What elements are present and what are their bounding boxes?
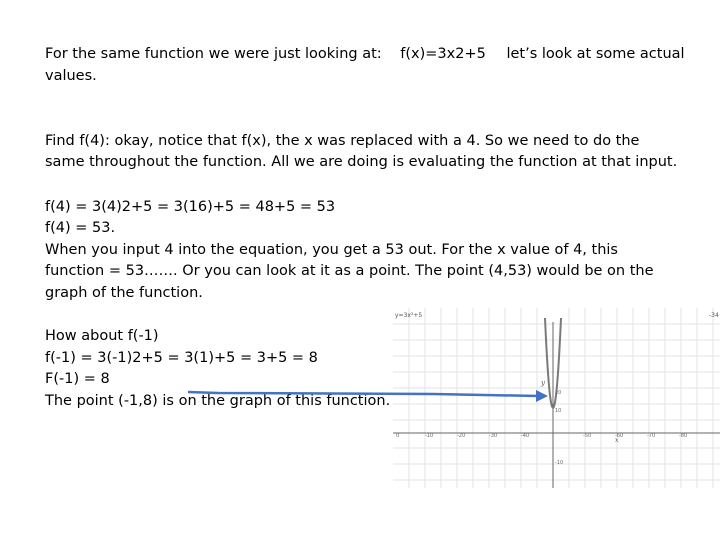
x-tick-label: -50 xyxy=(583,433,592,439)
x-tick-label: -60 xyxy=(615,433,624,439)
x-axis-label: x xyxy=(615,437,619,444)
calcneg1-line-4: The point (-1,8) is on the graph of this function. xyxy=(45,393,391,409)
x-tick-label: -10 xyxy=(425,433,434,439)
intro-text-a: For the same function we were just looking at: xyxy=(45,46,382,62)
calcneg1-line-2: f(-1) = 3(-1)2+5 = 3(1)+5 = 3+5 = 8 xyxy=(45,350,318,366)
y-tick-label: 10 xyxy=(555,408,562,414)
calcneg1-line-1: How about f(-1) xyxy=(45,328,159,344)
calc4-line-4: function = 53……. Or you can look at it as a point. The point (4,53) would be on the xyxy=(45,263,654,279)
calc4-line-1: f(4) = 3(4)2+5 = 3(16)+5 = 48+5 = 53 xyxy=(45,199,336,215)
y-axis-label: y xyxy=(541,379,545,387)
intro-line-1 xyxy=(45,44,685,66)
function-formula: f(x)=3x2+5 xyxy=(400,46,486,62)
intro-text-b: let’s look at some actual xyxy=(506,46,685,62)
calc4-line-3: When you input 4 into the equation, you get a 53 out. For the x value of 4, this xyxy=(45,242,618,258)
arrow-line xyxy=(188,392,538,396)
arrow-head-icon xyxy=(536,390,548,402)
find-line-2: same throughout the function. All we are doing is evaluating the function at that input. xyxy=(45,154,678,170)
intro-line-2: values. xyxy=(45,68,97,84)
x-tick-label: -40 xyxy=(521,433,530,439)
y-tick-label: 20 xyxy=(555,390,562,396)
find-line-1: Find f(4): okay, notice that f(x), the x was replaced with a 4. So we need to do the xyxy=(45,133,640,149)
x-tick-label: 0 xyxy=(396,433,400,439)
x-tick-label: -80 xyxy=(679,433,688,439)
y-tick-label: -10 xyxy=(555,460,564,466)
pointer-arrow xyxy=(188,388,548,402)
graph-equation-label: y=3x²+5 xyxy=(395,312,423,319)
x-tick-label: -20 xyxy=(457,433,466,439)
calc4-line-5: graph of the function. xyxy=(45,285,203,301)
calcneg1-line-3: F(-1) = 8 xyxy=(45,371,110,387)
graph-corner-label: -34 xyxy=(709,312,719,319)
x-tick-label: -70 xyxy=(647,433,656,439)
x-tick-label: -30 xyxy=(489,433,498,439)
calc4-line-2: f(4) = 53. xyxy=(45,220,116,236)
